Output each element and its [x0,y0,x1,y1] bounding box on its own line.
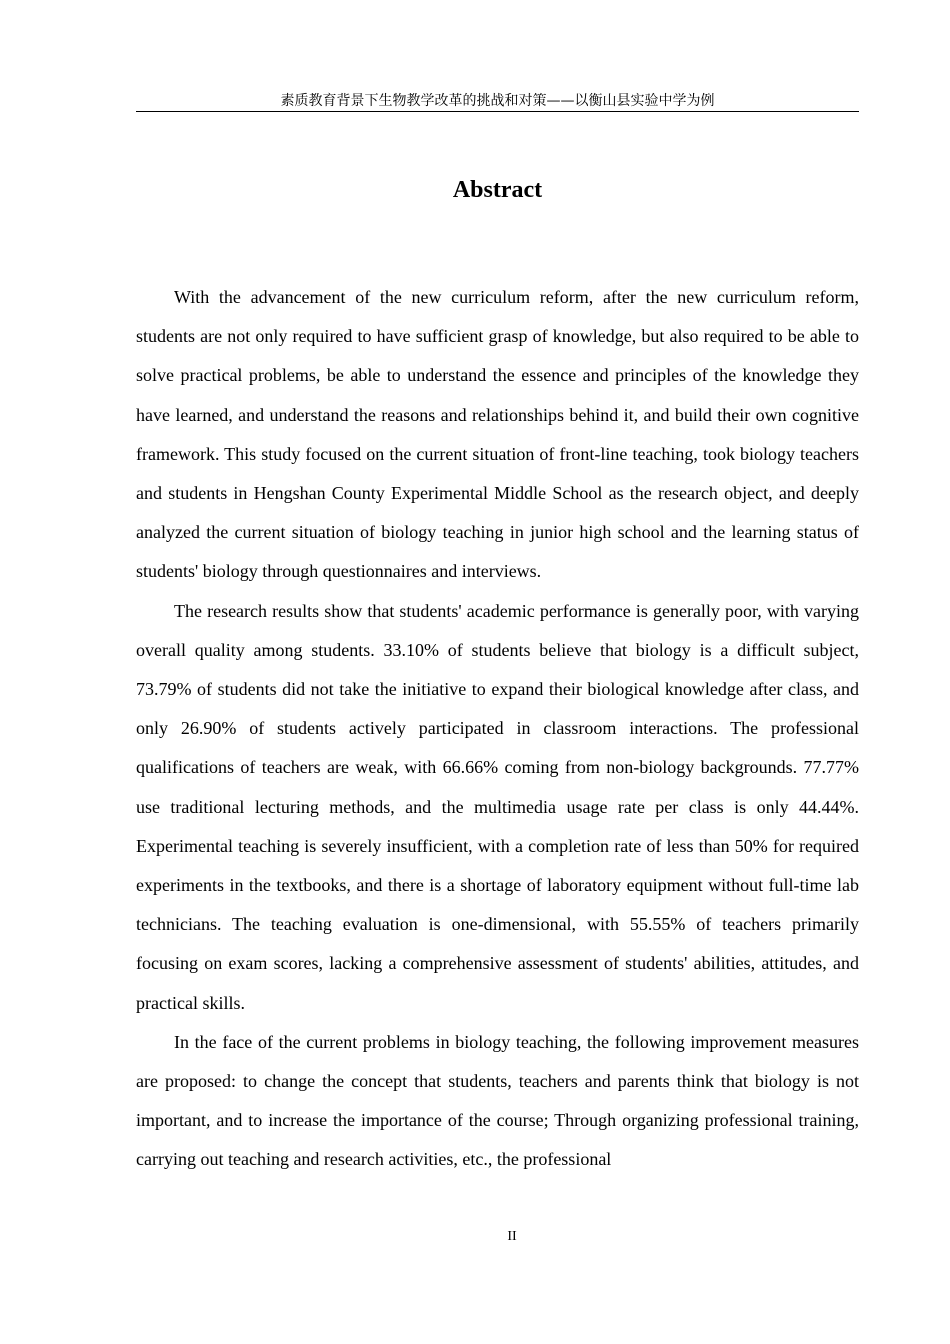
running-header: 素质教育背景下生物教学改革的挑战和对策——以衡山县实验中学为例 [136,91,859,112]
abstract-paragraph-3: In the face of the current problems in biology teaching, the following improvement measures are proposed: to change the concept that students, teachers and parents think that biology is not important, and to increase the importance of the course; Through organizing professional training, carrying out teaching and research activities, etc., the professional [136,1031,859,1170]
abstract-title: Abstract [452,177,543,203]
page-number: II [507,1229,517,1244]
abstract-paragraph-2: The research results show that students' academic performance is generally poor, with varying overall quality among students. 33.10% of students believe that biology is a difficult subject, 73.79% of students did not take the initiative to expand their biological knowledge after class, and only 26.90% of students actively participated in classroom interactions. The professional qualifications of teachers are weak, with 66.66% coming from non-biology backgrounds. 77.77% use traditional lecturing methods, and the multimedia usage rate per class is only 44.44%. Experimental teaching is severely insufficient, with a completion rate of less than 50% for required experiments in the textbooks, and there is a shortage of laboratory equipment without full-time lab technicians. The teaching evaluation is one-dimensional, with 55.55% of teachers primarily focusing on exam scores, lacking a comprehensive assessment of students' abilities, attitudes, and practical skills. [136,600,859,1013]
abstract-paragraph-1: With the advancement of the new curriculum reform, after the new curriculum reform, students are not only required to have sufficient grasp of knowledge, but also required to be able to solve practical problems, be able to understand the essence and principles of the knowledge they have learned, and understand the reasons and relationships behind it, and build their own cognitive framework. This study focused on the current situation of front-line teaching, took biology teachers and students in Hengshan County Experimental Middle School as the research object, and deeply analyzed the current situation of biology teaching in junior high school and the learning status of students' biology through questionnaires and interviews. [136,287,859,582]
abstract-body [136,278,859,1180]
